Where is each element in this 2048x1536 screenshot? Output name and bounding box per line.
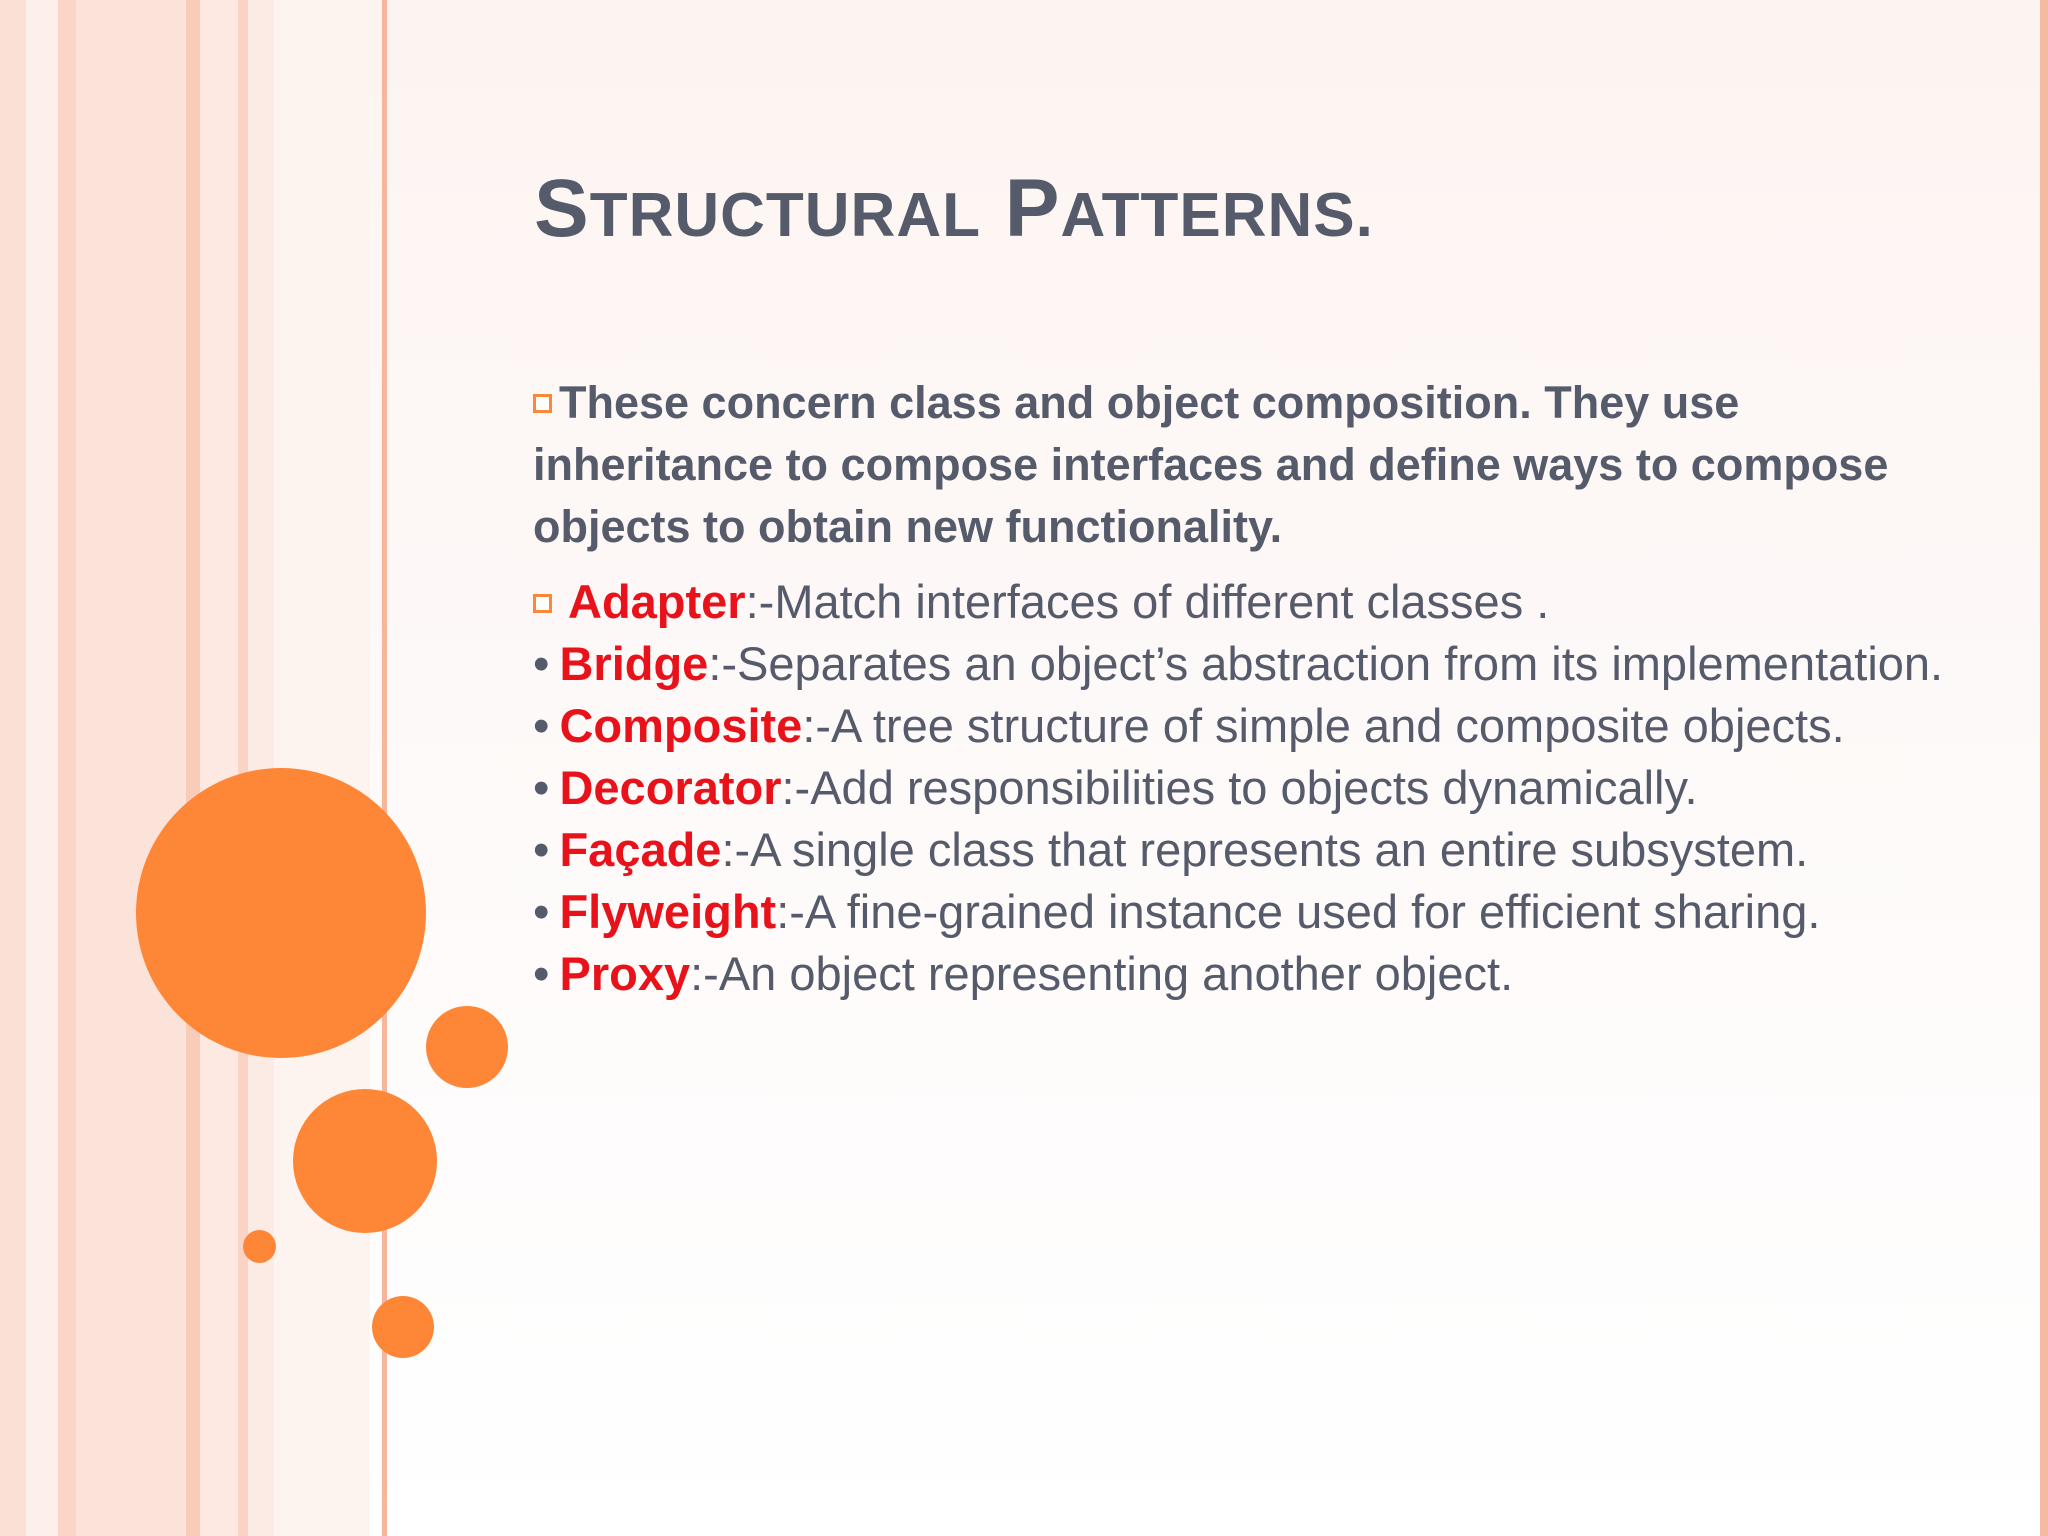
pattern-name: Decorator (559, 761, 782, 814)
decor-circle-small (372, 1296, 434, 1358)
bullet-icon: • (533, 761, 550, 814)
separator: :- (708, 637, 738, 690)
pattern-list (533, 571, 1973, 1005)
title-initial: P (1004, 163, 1061, 254)
list-item (533, 757, 1973, 819)
decor-stripe (0, 0, 26, 1536)
separator: :- (721, 823, 751, 876)
pattern-description: A tree structure of simple and composite objects. (831, 699, 1845, 752)
pattern-name: Flyweight (559, 885, 777, 938)
bullet-icon: • (533, 947, 550, 1000)
pattern-description: Separates an object’s abstraction from its implementation. (737, 637, 1944, 690)
bullet-icon: • (533, 637, 550, 690)
pattern-name: Façade (559, 823, 722, 876)
pattern-description: An object representing another object. (718, 947, 1514, 1000)
separator: :- (745, 575, 775, 628)
title-initial: S (534, 163, 590, 254)
pattern-name: Bridge (559, 637, 709, 690)
intro-text: These concern class and object composition. They use inheritance to compose interfaces and define ways to compose objects to obtain new functionality. (533, 377, 1889, 552)
separator: :- (690, 947, 719, 1000)
pattern-name: Proxy (559, 947, 691, 1000)
decor-circle-medium (293, 1089, 437, 1233)
list-item (533, 943, 1973, 1005)
title-word: ATTERNS. (1060, 181, 1374, 250)
decor-stripe (186, 0, 200, 1536)
list-item (533, 881, 1973, 943)
separator: :- (776, 885, 805, 938)
slide-title (534, 163, 1374, 254)
decor-circle-tiny (243, 1230, 276, 1263)
bullet-icon: • (533, 885, 550, 938)
separator: :- (802, 699, 832, 752)
pattern-name: Adapter (568, 575, 746, 628)
bullet-icon: • (533, 823, 550, 876)
decor-right-edge (2040, 0, 2048, 1536)
separator: :- (781, 761, 811, 814)
decor-stripe (26, 0, 58, 1536)
list-item (533, 633, 1973, 695)
intro-paragraph (533, 372, 1973, 558)
list-item (533, 695, 1973, 757)
checkbox-bullet-icon (533, 394, 552, 413)
slide-body (533, 372, 1973, 1005)
title-word: TRUCTURAL (589, 181, 981, 250)
bullet-icon: • (533, 699, 550, 752)
pattern-description: A fine-grained instance used for efficient sharing. (804, 885, 1821, 938)
pattern-name: Composite (559, 699, 803, 752)
decor-stripe (238, 0, 248, 1536)
decor-circle-large (136, 768, 426, 1058)
checkbox-bullet-icon (533, 594, 552, 613)
pattern-description: Match interfaces of different classes . (774, 575, 1550, 628)
decor-circle-small (426, 1006, 508, 1088)
pattern-description: A single class that represents an entire subsystem. (750, 823, 1809, 876)
list-item (533, 819, 1973, 881)
decor-stripe (200, 0, 238, 1536)
pattern-description: Add responsibilities to objects dynamically. (810, 761, 1698, 814)
decor-stripe (76, 0, 186, 1536)
decor-stripe (58, 0, 76, 1536)
list-item (533, 571, 1973, 633)
